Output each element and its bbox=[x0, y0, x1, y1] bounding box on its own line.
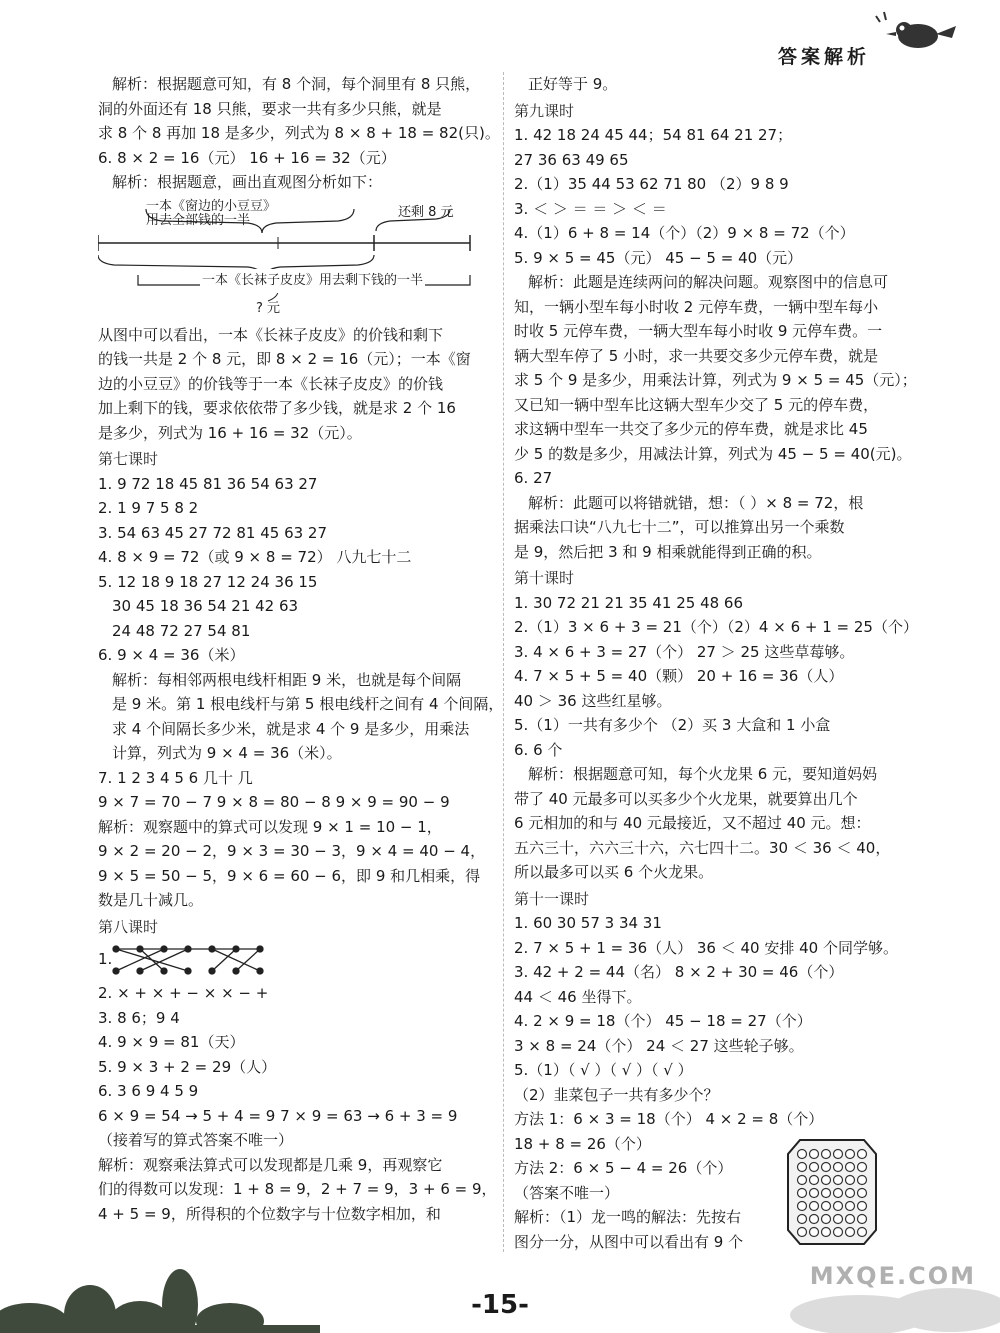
lesson9-analysis: 知，一辆小型车每小时收 2 元停车费，一辆中型车每小 bbox=[514, 297, 879, 316]
page-header-title: 答案解析 bbox=[777, 46, 870, 68]
line-segment-diagram bbox=[98, 197, 496, 319]
q6-explain: 边的小豆豆》的价钱等于一本《长袜子皮皮》的价钱 bbox=[98, 374, 444, 393]
diagram-label-bottom: 一本《长袜子皮皮》用去剩下钱的一半 bbox=[200, 269, 425, 294]
lesson7-q7: 9 × 2 = 20 − 2，9 × 3 = 30 − 3，9 × 4 = 40 − 4， bbox=[98, 842, 486, 860]
page-number: -15- bbox=[471, 1290, 529, 1320]
lesson9-analysis: 时收 5 元停车费，一辆大型车每小时收 9 元停车费。一 bbox=[514, 322, 883, 340]
lesson8-line: 6 × 9 = 54 → 5 + 4 = 9 7 × 9 = 63 → 6 + 3 = 9 bbox=[98, 1106, 458, 1125]
intro-line: 洞的外面还有 18 只熊，要求一共有多少只熊，就是 bbox=[98, 99, 442, 118]
bird-icon bbox=[870, 8, 960, 60]
lesson11-line: 1. 60 30 57 3 34 31 bbox=[514, 914, 662, 932]
lesson9-line: 5. 9 × 5 = 45（元） 45 − 5 = 40（元） bbox=[514, 248, 803, 267]
lesson7-line: 5. 12 18 9 18 27 12 24 36 15 bbox=[98, 572, 318, 591]
column-divider bbox=[503, 72, 504, 1252]
diagram-label-top-1: 一本《窗边的小豆豆》 bbox=[146, 198, 277, 214]
lesson11-line: 5.（1）（ √ ）（ √ ）（ √ ） bbox=[514, 1061, 693, 1079]
lesson7-analysis: 求 4 个间隔长多少米，就是求 4 个 9 是多少，用乘法 bbox=[112, 719, 470, 738]
lesson11-line: 3 × 8 = 24（个） 24 ＜ 27 这些轮子够。 bbox=[514, 1036, 804, 1055]
lesson9-analysis: 辆大型车停了 5 小时，求一共要交多少元停车费，就是 bbox=[514, 346, 879, 365]
q6-explain: 是多少，列式为 16 + 16 = 32（元）。 bbox=[98, 423, 362, 442]
lesson7-q7: 解析：观察题中的算式可以发现 9 × 1 = 10 − 1， bbox=[98, 817, 442, 836]
lesson11-line: 方法 1：6 × 3 = 18（个） 4 × 2 = 8（个） bbox=[514, 1110, 824, 1128]
dumpling-dot bbox=[798, 1202, 807, 1211]
dumpling-dot bbox=[810, 1215, 819, 1224]
dumpling-dot bbox=[798, 1189, 807, 1198]
dumpling-dot bbox=[858, 1189, 867, 1198]
dumpling-dot bbox=[834, 1202, 843, 1211]
dumpling-dot bbox=[834, 1189, 843, 1198]
dumpling-dot bbox=[810, 1189, 819, 1198]
dumpling-dot bbox=[846, 1189, 855, 1198]
dumpling-dot bbox=[822, 1228, 831, 1237]
lesson9-analysis: 求这辆中型车一共交了多少元的停车费，就是求比 45 bbox=[514, 420, 868, 438]
dumpling-dot bbox=[822, 1163, 831, 1172]
lesson10-analysis: 带了 40 元最多可以买多少个火龙果，就要算出几个 bbox=[514, 789, 858, 808]
intro-line: 求 8 个 8 再加 18 是多少，列式为 8 × 8 + 18 = 82(只)。 bbox=[98, 124, 500, 142]
lesson11-line: （答案不唯一） bbox=[514, 1183, 620, 1202]
lesson7-analysis: 解析：每相邻两根电线杆相距 9 米，也就是每个间隔 bbox=[112, 670, 462, 689]
dumpling-dot bbox=[846, 1176, 855, 1185]
lesson9-line: 3. ＜ ＞ ＝ ＝ ＞ ＜ ＝ bbox=[514, 199, 667, 218]
lesson7-q7: 9 × 5 = 50 − 5，9 × 6 = 60 − 6，即 9 和几相乘，得 bbox=[98, 866, 481, 885]
lesson7-line: 2. 1 9 7 5 8 2 bbox=[98, 499, 199, 517]
q6-explain: 的钱一共是 2 个 8 元，即 8 × 2 = 16（元）；一本《窗 bbox=[98, 350, 471, 368]
left-column bbox=[98, 72, 504, 1226]
lesson10-analysis: 解析：根据题意可知，每个火龙果 6 元，要知道妈妈 bbox=[528, 765, 878, 783]
lesson9-line: 1. 42 18 24 45 44；54 81 64 21 27； bbox=[514, 126, 793, 144]
dumpling-dot bbox=[810, 1163, 819, 1172]
lesson8-q1-matching bbox=[98, 943, 496, 977]
dumpling-dot bbox=[846, 1228, 855, 1237]
watermark: MXQE.COM bbox=[809, 1262, 976, 1290]
lesson9-line: 2.（1）35 44 53 62 71 80 （2）9 8 9 bbox=[514, 175, 789, 193]
lesson9-q6: 6. 27 bbox=[514, 469, 553, 487]
lesson7-line: 4. 8 × 9 = 72（或 9 × 8 = 72） 八九七十二 bbox=[98, 548, 412, 566]
dumpling-dot bbox=[858, 1150, 867, 1159]
lesson7-q7: 数是几十减几。 bbox=[98, 891, 204, 909]
lesson11-line: 2. 7 × 5 + 1 = 36（人） 36 ＜ 40 安排 40 个同学够。 bbox=[514, 938, 898, 957]
lesson10-line: 5.（1）一共有多少个 （2）买 3 大盒和 1 小盒 bbox=[514, 716, 831, 734]
section-title-lesson10: 第十课时 bbox=[514, 569, 575, 587]
lesson11-line: 方法 2：6 × 5 − 4 = 26（个） bbox=[514, 1159, 733, 1177]
lesson8-line: 6. 3 6 9 4 5 9 bbox=[98, 1082, 199, 1100]
lesson7-line: 3. 54 63 45 27 72 81 45 63 27 bbox=[98, 523, 328, 542]
q6-explain: 加上剩下的钱，要求依依带了多少钱，就是求 2 个 16 bbox=[98, 399, 456, 417]
lesson7-q7: 9 × 7 = 70 − 7 9 × 8 = 80 − 8 9 × 9 = 90 − 9 bbox=[98, 793, 450, 811]
matching-lines-diagram bbox=[112, 943, 292, 977]
dumpling-dot bbox=[846, 1202, 855, 1211]
lesson10-line: 6. 6 个 bbox=[514, 740, 563, 759]
dumpling-dot bbox=[834, 1150, 843, 1159]
dumpling-dot bbox=[834, 1215, 843, 1224]
dumpling-dot bbox=[822, 1202, 831, 1211]
dumpling-dot bbox=[798, 1228, 807, 1237]
lesson8-line: 4. 9 × 9 = 81（天） bbox=[98, 1033, 245, 1051]
dumpling-dot bbox=[834, 1176, 843, 1185]
dumpling-dot bbox=[858, 1215, 867, 1224]
dumpling-dot bbox=[834, 1228, 843, 1237]
lesson10-line: 2.（1）3 × 6 + 3 = 21（个）（2）4 × 6 + 1 = 25（个） bbox=[514, 618, 918, 636]
dumpling-dot bbox=[798, 1176, 807, 1185]
dumpling-dot bbox=[846, 1150, 855, 1159]
lesson9-line: 4.（1）6 + 8 = 14（个）（2）9 × 8 = 72（个） bbox=[514, 224, 855, 242]
lesson11-line: 图分一分，从图中可以看出有 9 个 bbox=[514, 1232, 744, 1251]
q6-analysis: 解析：根据题意，画出直观图分析如下： bbox=[112, 173, 383, 191]
lesson9-analysis: 解析：此题是连续两问的解决问题。观察图中的信息可 bbox=[528, 273, 889, 291]
diagram-label-remaining: 还剩 8 元 bbox=[398, 204, 454, 220]
section-title-lesson9: 第九课时 bbox=[514, 101, 575, 120]
lesson10-analysis: 6 元相加的和与 40 元最接近，又不超过 40 元。想： bbox=[514, 814, 871, 832]
lesson7-q7: 7. 1 2 3 4 5 6 几十 几 bbox=[98, 768, 253, 787]
lesson8-line: 5. 9 × 3 + 2 = 29（人） bbox=[98, 1057, 277, 1076]
lesson7-line: 30 45 18 36 54 21 42 63 bbox=[112, 597, 299, 615]
dumpling-dot bbox=[846, 1215, 855, 1224]
dumpling-dot bbox=[810, 1150, 819, 1159]
lesson11-line: 44 ＜ 46 坐得下。 bbox=[514, 987, 642, 1006]
dumpling-dot bbox=[858, 1163, 867, 1172]
lesson7-line: 24 48 72 27 54 81 bbox=[112, 621, 251, 640]
lesson8-line: 解析：观察乘法算式可以发现都是几乘 9，再观察它 bbox=[98, 1155, 443, 1174]
lesson10-line: 3. 4 × 6 + 3 = 27（个） 27 ＞ 25 这些草莓够。 bbox=[514, 642, 855, 661]
q6-explain: 从图中可以看出，一本《长袜子皮皮》的价钱和剩下 bbox=[98, 325, 444, 344]
lesson7-analysis: 是 9 米。第 1 根电线杆与第 5 根电线杆之间有 4 个间隔， bbox=[112, 695, 504, 713]
lesson10-analysis: 五六三十，六六三十六，六七四十二。30 ＜ 36 ＜ 40， bbox=[514, 838, 891, 857]
intro-line: 解析：根据题意可知，有 8 个洞，每个洞里有 8 只熊， bbox=[112, 75, 481, 93]
lesson9-q6-analysis: 是 9，然后把 3 和 9 相乘就能得到正确的积。 bbox=[514, 542, 822, 561]
lesson9-line: 27 36 63 49 65 bbox=[514, 150, 629, 169]
lesson8-line: 2. × + × + − × × − + bbox=[98, 984, 269, 1002]
section-title-lesson7: 第七课时 bbox=[98, 450, 159, 468]
dumpling-dot bbox=[858, 1228, 867, 1237]
lesson11-line: 4. 2 × 9 = 18（个） 45 − 18 = 27（个） bbox=[514, 1012, 812, 1030]
dumpling-grid-figure bbox=[786, 1138, 878, 1246]
dumpling-dot bbox=[810, 1228, 819, 1237]
lesson9-analysis: 求 5 个 9 是多少，用乘法计算，列式为 9 × 5 = 45（元）； bbox=[514, 371, 917, 389]
dumpling-dot bbox=[846, 1163, 855, 1172]
dumpling-dot bbox=[810, 1176, 819, 1185]
lesson8-line: 3. 8 6；9 4 bbox=[98, 1008, 180, 1027]
section-title-lesson8: 第八课时 bbox=[98, 917, 159, 936]
lesson10-line: 40 ＞ 36 这些红星够。 bbox=[514, 691, 672, 710]
dumpling-dot bbox=[834, 1163, 843, 1172]
dumpling-dot bbox=[810, 1202, 819, 1211]
lesson7-analysis: 计算，列式为 9 × 4 = 36（米）。 bbox=[112, 744, 342, 762]
lesson8-line: 们的得数可以发现：1 + 8 = 9，2 + 7 = 9，3 + 6 = 9， bbox=[98, 1180, 497, 1198]
section-title-lesson11: 第十一课时 bbox=[514, 889, 590, 908]
lesson7-line: 1. 9 72 18 45 81 36 54 63 27 bbox=[98, 474, 318, 493]
dumpling-dot bbox=[798, 1163, 807, 1172]
lesson11-line: 18 + 8 = 26（个） bbox=[514, 1134, 651, 1153]
lesson11-line: （2）韭菜包子一共有多少个？ bbox=[514, 1085, 719, 1104]
lesson9-q6-analysis: 解析：此题可以将错就错，想：（ ）× 8 = 72，根 bbox=[528, 493, 864, 512]
lesson11-line: 3. 42 + 2 = 44（名） 8 × 2 + 30 = 46（个） bbox=[514, 963, 844, 981]
dumpling-dot bbox=[822, 1215, 831, 1224]
dumpling-dot bbox=[798, 1215, 807, 1224]
dumpling-dot bbox=[822, 1150, 831, 1159]
dumpling-dot bbox=[822, 1189, 831, 1198]
lesson8-line: （接着写的算式答案不唯一） bbox=[98, 1131, 294, 1149]
lesson7-line: 6. 9 × 4 = 36（米） bbox=[98, 646, 245, 664]
q6-answer: 6. 8 × 2 = 16（元） 16 + 16 = 32（元） bbox=[98, 148, 396, 167]
diagram-label-question: ? 元 bbox=[256, 300, 281, 316]
lesson10-line: 4. 7 × 5 + 5 = 40（颗） 20 + 16 = 36（人） bbox=[514, 667, 844, 685]
lesson9-analysis: 少 5 的数是多少，用减法计算，列式为 45 − 5 = 40(元)。 bbox=[514, 444, 912, 463]
continued-line: 正好等于 9。 bbox=[528, 75, 618, 93]
diagram-label-top-2: 用去全部钱的一半 bbox=[146, 212, 251, 228]
lesson9-analysis: 又已知一辆中型车比这辆大型车少交了 5 元的停车费， bbox=[514, 395, 879, 414]
dumpling-dot bbox=[798, 1150, 807, 1159]
lesson11-line: 解析：（1）龙一鸣的解法：先按右 bbox=[514, 1208, 742, 1226]
lesson9-q6-analysis: 据乘法口诀“八九七十二”，可以推算出另一个乘数 bbox=[514, 518, 845, 536]
lesson10-line: 1. 30 72 21 21 35 41 25 48 66 bbox=[514, 593, 744, 612]
lesson8-line: 4 + 5 = 9，所得积的个位数字与十位数字相加，和 bbox=[98, 1204, 441, 1223]
dumpling-dot bbox=[858, 1176, 867, 1185]
lesson8-q1-number: 1. bbox=[98, 950, 113, 968]
lesson10-analysis: 所以最多可以买 6 个火龙果。 bbox=[514, 863, 714, 881]
dumpling-dot bbox=[858, 1202, 867, 1211]
dumpling-dot bbox=[822, 1176, 831, 1185]
right-column bbox=[514, 72, 918, 1254]
